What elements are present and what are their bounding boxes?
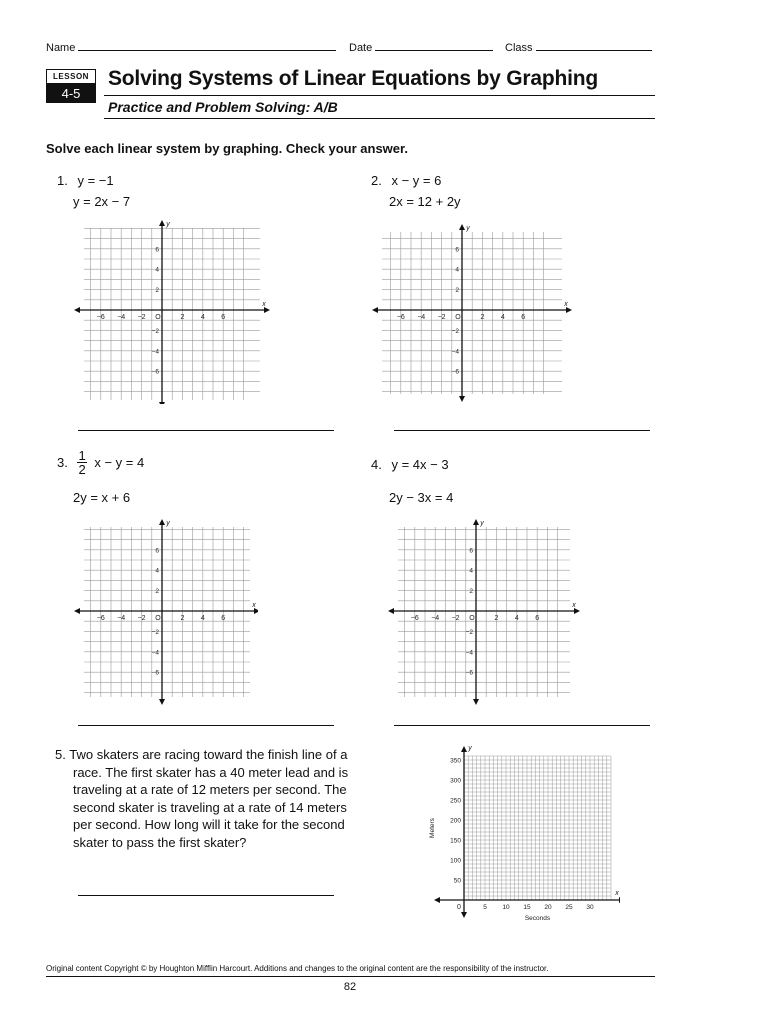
y-axis-arrow-up-icon	[473, 519, 479, 525]
x-tick-label: −6	[96, 314, 105, 321]
origin-label: 0	[457, 904, 461, 911]
x-tick-label: −4	[117, 615, 126, 622]
y-tick-label: 2	[469, 588, 473, 596]
problem-1-equation-2: y = 2x − 7	[73, 194, 131, 209]
y-tick-label: 6	[469, 547, 473, 555]
y-tick-label: −2	[151, 327, 159, 335]
y-tick-label: −4	[151, 649, 159, 657]
y-tick-label: −6	[465, 669, 473, 677]
word-problem-body: Two skaters are racing toward the finish line of a race. The first skater has a 40 meter lead and is traveling at a rate of 12 meters per second. The second skater is traveling at a rate of 14 meters per second. How long will it take for the second skater to pass the first skater?	[69, 747, 349, 850]
x-tick-label: 4	[514, 615, 519, 622]
subtitle-divider	[104, 118, 655, 119]
y-tick-label: −4	[451, 348, 459, 356]
x-axis-arrow-left-icon	[434, 897, 440, 903]
equation-1: x − y = 6	[391, 173, 442, 188]
y-tick-label: −6	[151, 368, 159, 376]
y-axis-arrow-down-icon	[159, 402, 165, 404]
y-axis-label: y	[166, 221, 170, 228]
y-tick-label: −2	[465, 628, 473, 636]
footer-divider	[46, 976, 655, 977]
y-tick-label: −4	[151, 348, 159, 356]
x-tick-label: 30	[586, 904, 594, 911]
x-tick-label: −2	[437, 314, 446, 321]
x-tick-label: 2	[180, 314, 185, 321]
word-problem-text	[55, 746, 365, 851]
problem-1	[57, 173, 114, 188]
y-axis-arrow-up-icon	[159, 519, 165, 525]
problem-3	[57, 449, 144, 476]
y-tick-label: 6	[155, 246, 159, 254]
skater-graph[interactable]	[420, 736, 620, 922]
y-axis-label: y	[468, 745, 472, 752]
y-tick-label: 4	[469, 567, 473, 575]
y-tick-label: 250	[450, 797, 461, 805]
problem-2-equation-2: 2x = 12 + 2y	[389, 194, 461, 209]
y-tick-label: −6	[451, 368, 459, 376]
x-tick-label: 20	[544, 904, 552, 911]
x-tick-label: −4	[117, 314, 126, 321]
x-tick-label: −4	[431, 615, 440, 622]
coordinate-grid-4[interactable]	[384, 519, 580, 705]
x-axis-label: x	[572, 602, 576, 609]
y-tick-label: 300	[450, 777, 461, 785]
y-tick-label: 2	[155, 588, 159, 596]
name-blank[interactable]	[78, 40, 336, 51]
x-tick-label: 4	[200, 615, 205, 622]
x-tick-label: −2	[451, 615, 460, 622]
x-tick-label: −4	[417, 314, 426, 321]
y-tick-label: 6	[455, 246, 459, 254]
x-axis-label: x	[252, 602, 256, 609]
fraction-denominator: 2	[78, 462, 86, 477]
coordinate-grid-1[interactable]	[70, 218, 270, 404]
x-axis-arrow-left-icon	[74, 307, 80, 313]
x-tick-label: 6	[535, 615, 540, 622]
x-tick-label: 15	[523, 904, 531, 911]
y-tick-label: 350	[450, 757, 461, 765]
x-axis-label: x	[564, 301, 568, 308]
x-axis-arrow-left-icon	[74, 608, 80, 614]
problem-number: 1.	[57, 173, 68, 188]
y-tick-label: 150	[450, 837, 461, 845]
y-axis-arrow-down-icon	[159, 699, 165, 705]
origin-label: O	[155, 615, 161, 622]
problem-number: 5.	[55, 747, 66, 762]
fraction-one-half	[77, 449, 86, 476]
x-tick-label: 25	[565, 904, 573, 911]
x-tick-label: −6	[410, 615, 419, 622]
lesson-number: 4-5	[46, 84, 96, 103]
x-tick-label: 6	[521, 314, 526, 321]
y-axis-arrow-down-icon	[459, 396, 465, 402]
x-axis-arrow-right-icon	[619, 897, 620, 903]
y-tick-label: 2	[155, 287, 159, 295]
x-axis-label: x	[615, 890, 619, 897]
title-divider	[104, 95, 655, 96]
y-tick-label: 50	[453, 877, 461, 885]
x-axis-arrow-left-icon	[388, 608, 394, 614]
coordinate-grid-2[interactable]	[370, 222, 574, 406]
lesson-badge	[46, 69, 96, 105]
x-tick-label: 6	[221, 615, 226, 622]
class-label: Class	[505, 42, 533, 54]
x-tick-label: −6	[96, 615, 105, 622]
y-tick-label: 4	[155, 567, 159, 575]
problem-4-equation-2: 2y − 3x = 4	[389, 490, 454, 505]
x-tick-label: 5	[483, 904, 487, 911]
page-number: 82	[343, 981, 357, 993]
equation-1-rest: x − y = 4	[94, 455, 145, 470]
y-axis-arrow-up-icon	[159, 220, 165, 226]
answer-line-1[interactable]	[78, 430, 334, 431]
problem-number: 4.	[371, 457, 382, 472]
equation-1: y = 4x − 3	[391, 457, 449, 472]
equation-1: y = −1	[77, 173, 114, 188]
x-tick-label: 2	[180, 615, 185, 622]
answer-line-5[interactable]	[78, 895, 334, 896]
y-tick-label: 100	[450, 857, 461, 865]
y-axis-label: y	[166, 520, 170, 527]
y-tick-label: −4	[465, 649, 473, 657]
name-label: Name	[46, 42, 76, 54]
date-label: Date	[349, 42, 373, 54]
answer-line-2[interactable]	[394, 430, 650, 431]
problem-number: 3.	[57, 455, 68, 470]
y-axis-label: y	[466, 225, 470, 232]
coordinate-grid-3[interactable]	[70, 519, 258, 705]
x-tick-label: 10	[502, 904, 510, 911]
x-axis-label: x	[262, 301, 266, 308]
y-axis-arrow-up-icon	[459, 224, 465, 230]
y-tick-label: −2	[151, 628, 159, 636]
y-axis-title: Meters	[429, 818, 436, 838]
page-title: Solving Systems of Linear Equations by Graphing	[108, 67, 599, 90]
page-subtitle: Practice and Problem Solving: A/B	[108, 99, 338, 115]
class-field[interactable]	[505, 40, 652, 54]
problem-4	[371, 457, 449, 472]
name-field[interactable]	[46, 40, 336, 54]
y-axis-arrow-up-icon	[461, 746, 467, 752]
x-axis-title: Seconds	[524, 915, 551, 922]
copyright-notice: Original content Copyright © by Houghton Mifflin Harcourt. Additions and changes to the original content are the responsibility of the instructor.	[46, 964, 549, 973]
date-field[interactable]	[349, 40, 493, 54]
x-tick-label: 2	[480, 314, 485, 321]
answer-line-4[interactable]	[394, 725, 650, 726]
date-blank[interactable]	[375, 40, 493, 51]
origin-label: O	[155, 314, 161, 321]
x-tick-label: 4	[200, 314, 205, 321]
answer-line-3[interactable]	[78, 725, 334, 726]
x-tick-label: 4	[500, 314, 505, 321]
instructions: Solve each linear system by graphing. Check your answer.	[46, 141, 408, 156]
x-axis-arrow-left-icon	[372, 307, 378, 313]
y-tick-label: 200	[450, 817, 461, 825]
y-tick-label: −6	[151, 669, 159, 677]
y-tick-label: 4	[155, 266, 159, 274]
y-tick-label: −2	[451, 327, 459, 335]
y-tick-label: 4	[455, 266, 459, 274]
y-axis-label: y	[480, 520, 484, 527]
x-tick-label: −2	[137, 615, 146, 622]
x-tick-label: 2	[494, 615, 499, 622]
class-blank[interactable]	[536, 40, 652, 51]
x-tick-label: −2	[137, 314, 146, 321]
y-tick-label: 2	[455, 287, 459, 295]
problem-2	[371, 173, 441, 188]
lesson-badge-label: LESSON	[46, 69, 96, 84]
x-tick-label: −6	[396, 314, 405, 321]
word-problem-5	[55, 746, 365, 851]
x-tick-label: 6	[221, 314, 226, 321]
y-axis-arrow-down-icon	[473, 699, 479, 705]
y-axis-arrow-down-icon	[461, 912, 467, 918]
problem-3-equation-2: 2y = x + 6	[73, 490, 131, 505]
fraction-numerator: 1	[78, 448, 86, 463]
y-tick-label: 6	[155, 547, 159, 555]
origin-label: O	[469, 615, 475, 622]
origin-label: O	[455, 314, 461, 321]
problem-number: 2.	[371, 173, 382, 188]
